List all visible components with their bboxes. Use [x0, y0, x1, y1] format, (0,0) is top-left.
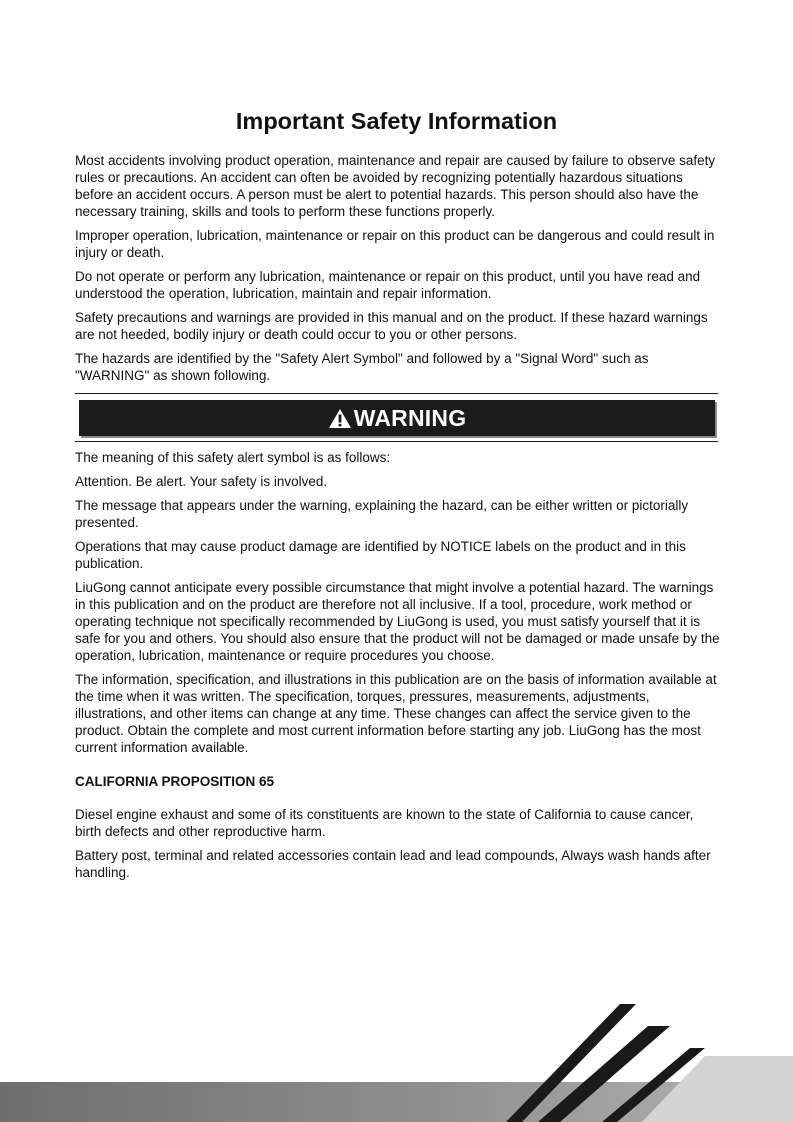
body-paragraph: The meaning of this safety alert symbol is as follows: [75, 450, 391, 465]
body-paragraph: Operations that may cause product damage are identified by NOTICE labels on the product and in this publication. [75, 539, 686, 571]
body-paragraph: The information, specification, and illustrations in this publication are on the basis of information available at the time when it was written. The specification, torques, pressures, measurements, adjustments, illustrations, and other items can change at any time. These changes can affect the service given to the product. Obtain the complete and most current information before starting any job. LiuGong has the most current information available. [75, 672, 717, 755]
divider-bottom [75, 441, 718, 442]
warning-explanation-section [75, 449, 720, 763]
footer-decorative-graphic [0, 1000, 793, 1122]
prop65-paragraph: Battery post, terminal and related accessories contain lead and lead compounds, Always wash hands after handling. [75, 848, 711, 880]
body-paragraph: LiuGong cannot anticipate every possible circumstance that might involve a potential hazard. The warnings in this publication and on the product are therefore not all inclusive. If a tool, procedure, work method or operating technique not specifically recommended by LiuGong is used, you must satisfy yourself that it is safe for you and others. You should also ensure that the product will not be damaged or made unsafe by the operation, lubrication, maintenance or require procedures you choose. [75, 580, 720, 663]
intro-paragraph: Most accidents involving product operation, maintenance and repair are caused by failure to observe safety rules or precautions. An accident can often be avoided by recognizing potentially hazardous situations before an accident occurs. A person must be alert to potential hazards. This person should also have the necessary training, skills and tools to perform these functions properly. [75, 153, 716, 219]
body-paragraph: The message that appears under the warning, explaining the hazard, can be either written or pictorially presented. [75, 498, 689, 530]
warning-label: WARNING [353, 404, 467, 431]
body-paragraph: Attention. Be alert. Your safety is involved. [75, 474, 328, 489]
intro-paragraph: Improper operation, lubrication, maintenance or repair on this product can be dangerous and could result in injury or death. [75, 228, 715, 260]
divider-top [75, 393, 718, 394]
prop65-section [75, 806, 720, 888]
section-heading-prop65: CALIFORNIA PROPOSITION 65 [75, 774, 275, 789]
page-title: Important Safety Information [235, 108, 558, 134]
intro-paragraph: Do not operate or perform any lubrication, maintenance or repair on this product, until you have read and understood the operation, lubrication, maintain and repair information. [75, 269, 701, 301]
prop65-paragraph: Diesel engine exhaust and some of its constituents are known to the state of California to cause cancer, birth defects and other reproductive harm. [75, 807, 694, 839]
warning-banner [79, 400, 715, 436]
intro-paragraph: Safety precautions and warnings are provided in this manual and on the product. If these hazard warnings are not heeded, bodily injury or death could occur to you or other persons. [75, 310, 708, 342]
safety-alert-triangle-icon [328, 408, 352, 429]
intro-paragraph: The hazards are identified by the "Safety Alert Symbol" and followed by a "Signal Word" such as "WARNING" as shown following. [75, 351, 649, 383]
intro-section [75, 152, 720, 391]
